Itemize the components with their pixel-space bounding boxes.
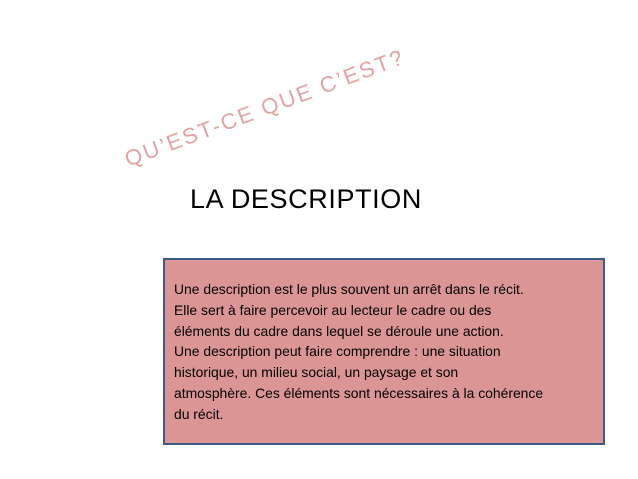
description-line: atmosphère. Ces éléments sont nécessaires à la cohérence [174, 384, 544, 401]
description-box [163, 258, 605, 445]
description-line: du récit. [174, 405, 224, 422]
description-line: Une description peut faire comprendre : une situation [174, 343, 501, 360]
description-line: Une description est le plus souvent un arrêt dans le récit. [174, 281, 524, 297]
slide-title: LA DESCRIPTION [190, 184, 422, 214]
slide-subtitle: QU’EST-CE QUE C’EST? [121, 44, 409, 172]
description-line: Elle sert à faire percevoir au lecteur le cadre ou des [174, 301, 492, 318]
description-line: historique, un milieu social, un paysage et son [174, 364, 459, 381]
description-line: éléments du cadre dans lequel se déroule une action. [174, 322, 504, 339]
